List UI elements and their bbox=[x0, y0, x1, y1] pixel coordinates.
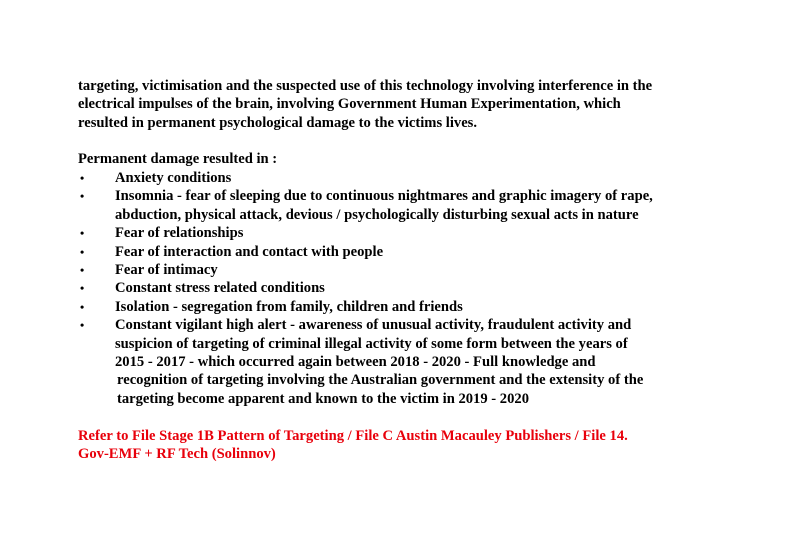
list-item bbox=[78, 316, 768, 408]
list-item-text: Anxiety conditions bbox=[115, 170, 232, 186]
intro-line: resulted in permanent psychological damage to the victims lives. bbox=[78, 114, 478, 131]
list-item-text: recognition of targeting involving the Australian government and the extensity of the bbox=[117, 372, 644, 389]
file-reference-line: Refer to File Stage 1B Pattern of Targeting / File C Austin Macauley Publishers / File 14. bbox=[78, 428, 628, 444]
list-item bbox=[78, 169, 768, 187]
list-item-text: 2015 - 2017 - which occurred again between 2018 - 2020 - Full knowledge and bbox=[115, 354, 596, 371]
list-item bbox=[78, 261, 768, 279]
intro-line: targeting, victimisation and the suspected use of this technology involving interference in the bbox=[78, 78, 653, 94]
list-item bbox=[78, 187, 768, 224]
list-item-text: Insomnia - fear of sleeping due to continuous nightmares and graphic imagery of rape, bbox=[115, 188, 653, 205]
list-item-text: suspicion of targeting of criminal illegal activity of some form between the years of bbox=[115, 335, 628, 352]
list-item bbox=[78, 224, 768, 242]
file-reference-line: Gov-EMF + RF Tech (Solinnov) bbox=[78, 446, 276, 463]
list-item-text: Constant vigilant high alert - awareness of unusual activity, fraudulent activity and bbox=[115, 317, 632, 334]
list-item-text: Fear of intimacy bbox=[115, 262, 218, 279]
damage-heading: Permanent damage resulted in : bbox=[78, 151, 278, 167]
intro-paragraph bbox=[78, 77, 768, 132]
damage-list bbox=[78, 169, 768, 408]
bullet-icon: • bbox=[80, 281, 85, 296]
list-item-text: abduction, physical attack, devious / psychologically disturbing sexual acts in nature bbox=[115, 206, 639, 223]
bullet-icon: • bbox=[80, 189, 85, 204]
bullet-icon: • bbox=[80, 263, 85, 278]
bullet-icon: • bbox=[80, 244, 85, 259]
file-reference bbox=[78, 427, 628, 464]
list-item bbox=[78, 243, 768, 261]
list-item-text: Constant stress related conditions bbox=[115, 280, 325, 297]
list-item-text: Isolation - segregation from family, children and friends bbox=[115, 298, 463, 315]
bullet-icon: • bbox=[80, 299, 85, 314]
intro-line: electrical impulses of the brain, involving Government Human Experimentation, which bbox=[78, 96, 621, 113]
bullet-icon: • bbox=[80, 171, 85, 185]
bullet-icon: • bbox=[80, 226, 85, 241]
bullet-icon: • bbox=[80, 318, 85, 333]
list-item-text: Fear of relationships bbox=[115, 225, 244, 242]
list-item bbox=[78, 279, 768, 297]
list-item bbox=[78, 298, 768, 316]
list-item-text: Fear of interaction and contact with people bbox=[115, 243, 384, 260]
list-item-text: targeting become apparent and known to the victim in 2019 - 2020 bbox=[117, 390, 529, 407]
